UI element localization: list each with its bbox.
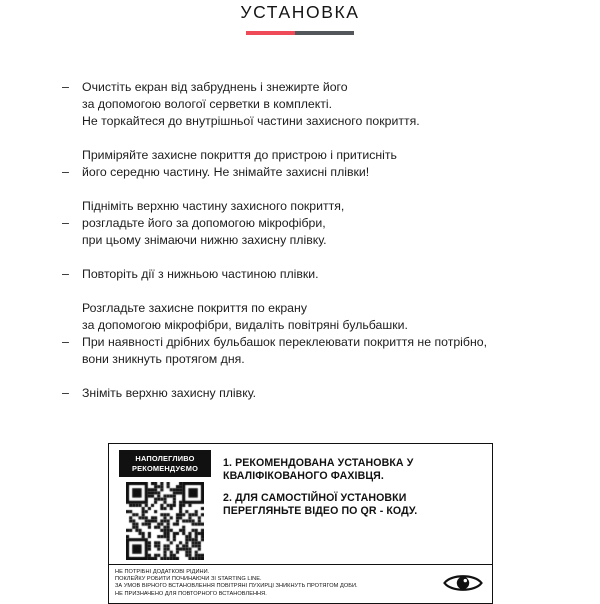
- list-item: [62, 147, 570, 181]
- status-badge: [119, 450, 211, 477]
- step-line: Повторіть дії з нижньою частиною плівки.: [82, 267, 319, 281]
- list-item: [62, 300, 570, 368]
- step-line: за допомогою вологої серветки в комплекті.: [82, 97, 333, 111]
- page-title: УСТАНОВКА: [240, 2, 360, 22]
- fine-print-line: ЗА УМОВ ВІРНОГО ВСТАНОВЛЕННЯ ПОВІТРЯНІ ПУХИРЦІ ЗНИКНУТЬ ПРОТЯГОМ ДОБИ.: [115, 583, 358, 590]
- step-line: його середню частину. Не знімайте захисні плівки!: [82, 165, 370, 179]
- step-line: Зніміть верхню захисну плівку.: [82, 386, 257, 400]
- badge-line: НАПОЛЕГЛИВО: [135, 454, 195, 463]
- step-line: за допомогою мікрофібри, видаліть повітряні бульбашки.: [82, 318, 408, 332]
- divider-red-segment: [246, 31, 295, 35]
- step-text: [82, 147, 570, 181]
- bullet-dash: –: [62, 80, 69, 94]
- step-line: Підніміть верхню частину захисного покриття,: [82, 199, 345, 213]
- step-line: Приміряйте захисне покриття до пристрою і притисніть: [82, 148, 397, 162]
- list-item: [62, 266, 570, 283]
- bullet-dash: –: [62, 216, 69, 230]
- card-left-column: [115, 450, 215, 560]
- card-right-column: [215, 450, 486, 560]
- step-text: [82, 79, 570, 130]
- step-line: Розгладьте захисне покриття по екрану: [82, 301, 307, 315]
- step-line: При наявності дрібних бульбашок переклеювати покриття не потрібно,: [82, 335, 487, 349]
- title-divider: [246, 31, 354, 35]
- card-footer: [109, 564, 492, 603]
- list-item: [62, 385, 570, 402]
- bullet-dash: –: [62, 267, 69, 281]
- eye-icon: [440, 572, 486, 594]
- step-line: Не торкайтеся до внутрішньої частини захисного покриття.: [82, 114, 420, 128]
- badge-line: РЕКОМЕНДУЄМО: [131, 463, 199, 473]
- card-body: [109, 444, 492, 564]
- instruction-steps: [0, 79, 600, 402]
- bullet-dash: –: [62, 386, 69, 400]
- step-line: розгладьте його за допомогою мікрофібри,: [82, 216, 326, 230]
- step-line: вони зникнуть протягом дня.: [82, 352, 245, 366]
- step-line: Очистіть екран від забруднень і знежирте його: [82, 80, 348, 94]
- document-header: [0, 0, 600, 35]
- list-item: [62, 79, 570, 130]
- step-line: при цьому знімаючи нижню захисну плівку.: [82, 233, 327, 247]
- card-point-1: 1. РЕКОМЕНДОВАНА УСТАНОВКА У КВАЛІФІКОВАНОГО ФАХІВЦЯ.: [223, 457, 414, 482]
- recommendation-card: [108, 443, 493, 604]
- step-text: [82, 385, 570, 402]
- step-text: [82, 198, 570, 249]
- divider-dark-segment: [295, 31, 354, 35]
- qr-code-icon[interactable]: [126, 482, 204, 560]
- card-point-2: 2. ДЛЯ САМОСТІЙНОЇ УСТАНОВКИ ПЕРЕГЛЯНЬТЕ ВІДЕО ПО QR - КОДУ.: [223, 492, 418, 517]
- bullet-dash: –: [62, 165, 69, 179]
- fine-print: [115, 569, 440, 598]
- step-text: [82, 266, 570, 283]
- list-item: [62, 198, 570, 249]
- fine-print-line: ПОКЛЕЙКУ РОБИТИ ПОЧИНАЮЧИ ЗІ STARTING LINE.: [115, 576, 262, 583]
- fine-print-line: НЕ ПРИЗНАЧЕНО ДЛЯ ПОВТОРНОГО ВСТАНОВЛЕННЯ.: [115, 590, 267, 597]
- bullet-dash: –: [62, 335, 69, 349]
- fine-print-line: НЕ ПОТРІБНІ ДОДАТКОВІ РІДИНИ.: [115, 569, 210, 575]
- step-text: [82, 300, 570, 368]
